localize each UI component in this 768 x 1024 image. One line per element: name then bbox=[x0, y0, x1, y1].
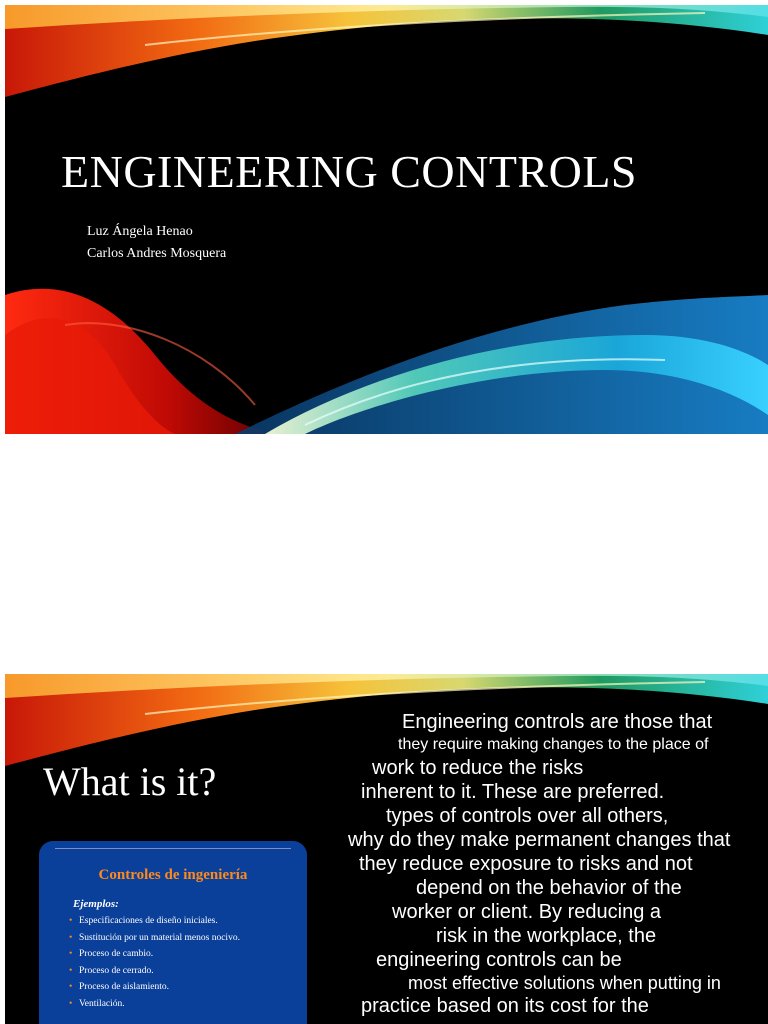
inset-title: Controles de ingeniería bbox=[98, 867, 248, 883]
bullet-icon: • bbox=[69, 982, 73, 993]
body-line: practice based on its cost for the bbox=[361, 995, 649, 1017]
body-line: most effective solutions when putting in bbox=[408, 973, 721, 993]
body-line: they reduce exposure to risks and not bbox=[359, 853, 693, 875]
body-line: types of controls over all others, bbox=[386, 805, 669, 827]
body-line: why do they make permanent changes that bbox=[348, 829, 731, 851]
bullet-icon: • bbox=[69, 949, 73, 960]
body-line: worker or client. By reducing a bbox=[392, 901, 662, 923]
list-item: • Especificaciones de diseño iniciales. bbox=[69, 913, 240, 930]
body-text bbox=[340, 710, 768, 1018]
body-line: risk in the workplace, the bbox=[436, 925, 657, 947]
swoosh-decoration bbox=[5, 5, 768, 434]
content-slide bbox=[5, 674, 768, 1024]
engineering-controls-inset bbox=[39, 841, 307, 1024]
title-slide bbox=[5, 5, 768, 434]
author-name: Carlos Andres Mosquera bbox=[87, 246, 227, 261]
list-item: • Proceso de cambio. bbox=[69, 946, 240, 963]
body-line: depend on the behavior of the bbox=[416, 877, 682, 899]
slide-title: What is it? bbox=[43, 759, 217, 804]
body-line: inherent to it. These are preferred. bbox=[361, 781, 665, 803]
body-line: they require making changes to the place of bbox=[398, 736, 709, 753]
list-item: • Proceso de aislamiento. bbox=[69, 979, 240, 996]
list-item: • Proceso de cerrado. bbox=[69, 963, 240, 980]
bullet-icon: • bbox=[69, 932, 73, 943]
bullet-icon: • bbox=[69, 965, 73, 976]
examples-label: Ejemplos: bbox=[73, 898, 119, 910]
divider bbox=[55, 848, 291, 849]
author-name: Luz Ángela Henao bbox=[87, 224, 193, 239]
body-line: Engineering controls are those that bbox=[402, 711, 713, 733]
body-line: work to reduce the risks bbox=[372, 757, 584, 779]
authors bbox=[87, 221, 226, 265]
bullet-icon: • bbox=[69, 998, 73, 1009]
body-line: engineering controls can be bbox=[376, 949, 622, 971]
bullet-icon: • bbox=[69, 916, 73, 926]
list-item: • Sustitución por un material menos nocivo. bbox=[69, 930, 240, 947]
examples-list bbox=[69, 913, 240, 1013]
slide-title: ENGINEERING CONTROLS bbox=[61, 146, 638, 197]
list-item: • Ventilación. bbox=[69, 996, 240, 1013]
